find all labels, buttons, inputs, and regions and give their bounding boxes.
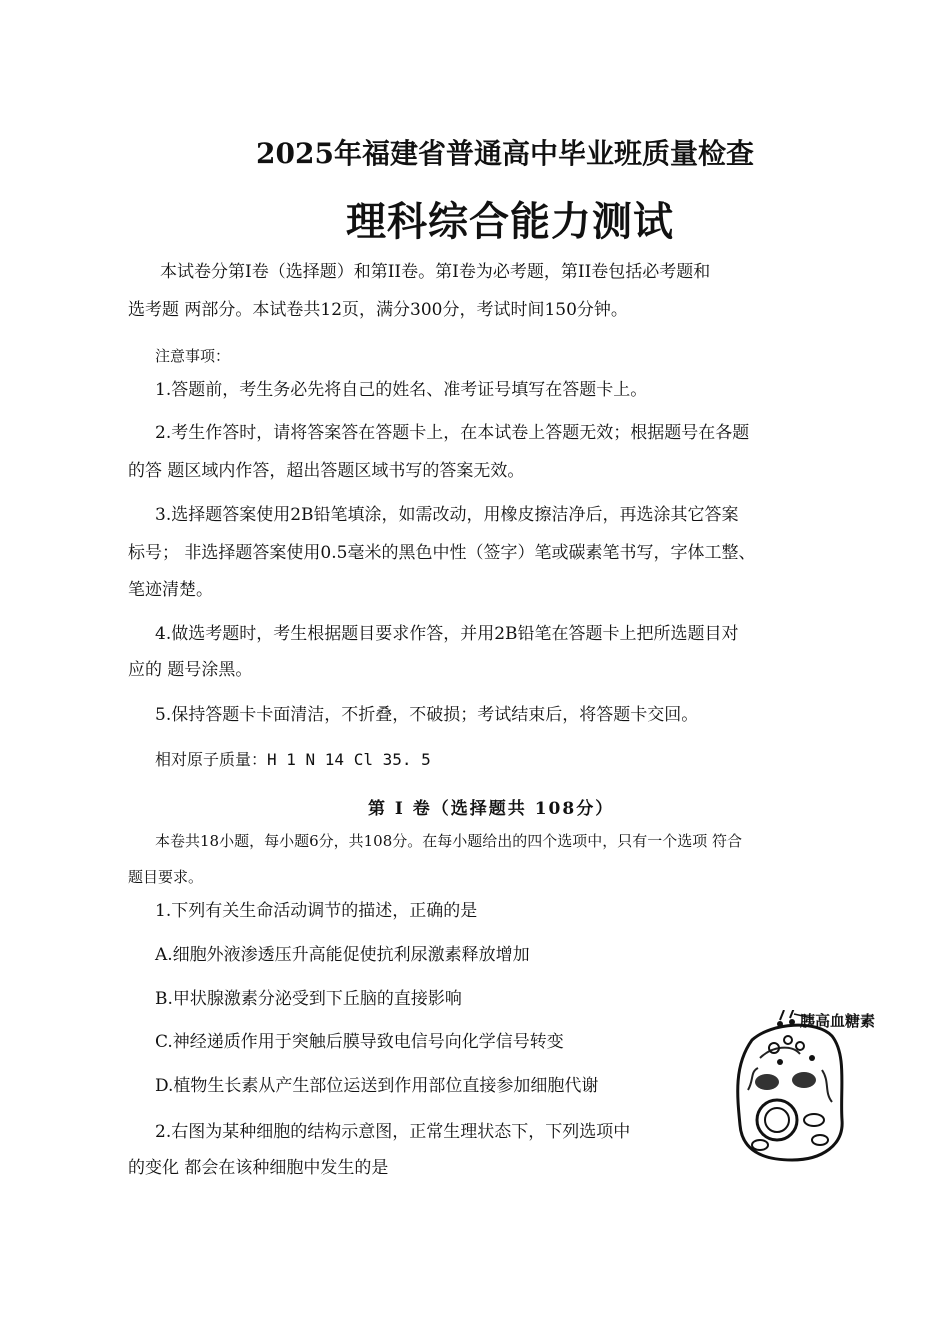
exam-subject-title: 理科综合能力测试 bbox=[346, 198, 674, 245]
notice-item-2-line-2: 的答 题区域内作答，超出答题区域书写的答案无效。 bbox=[128, 461, 525, 481]
section-1-desc-line-2: 题目要求。 bbox=[128, 868, 204, 886]
exam-title: 2025年福建省普通高中毕业班质量检查 bbox=[256, 137, 754, 170]
mitochondrion bbox=[804, 1114, 824, 1126]
notice-item-3-line-2: 标号； 非选择题答案使用0.5毫米的黑色中性（签字）笔或碳素笔书写，字体工整、 bbox=[128, 543, 756, 563]
question-1-option-a: A.细胞外液渗透压升高能促使抗利尿激素释放增加 bbox=[155, 945, 530, 965]
er-fold-3 bbox=[822, 1070, 832, 1102]
intro-line-2: 选考题 两部分。本试卷共12页，满分300分，考试时间150分钟。 bbox=[128, 300, 628, 320]
figure-label-glucagon: 胰高血糖素 bbox=[800, 1012, 876, 1030]
vesicle bbox=[796, 1042, 804, 1050]
question-1-option-c: C.神经递质作用于突触后膜导致电信号向化学信号转变 bbox=[155, 1032, 564, 1052]
notice-heading: 注意事项： bbox=[155, 347, 231, 365]
intro-line-1: 本试卷分第Ⅰ卷（选择题）和第II卷。第Ⅰ卷为必考题，第II卷包括必考题和 bbox=[160, 262, 711, 282]
er-fold bbox=[760, 1048, 800, 1058]
notice-item-5: 5.保持答题卡卡面清洁，不折叠，不破损；考试结束后，将答题卡交回。 bbox=[155, 705, 699, 725]
secretion-arrow bbox=[780, 1010, 784, 1020]
notice-item-3-line-3: 笔迹清楚。 bbox=[128, 580, 213, 600]
atomic-mass-line: 相对原子质量：H 1 N 14 Cl 35. 5 bbox=[155, 750, 431, 769]
section-1-desc-line-1: 本卷共18小题，每小题6分，共108分。在每小题给出的四个选项中，只有一个选项 符合 bbox=[155, 832, 743, 850]
section-1-heading: 第 I 卷（选择题共 108分） bbox=[368, 799, 615, 819]
granule bbox=[777, 1059, 783, 1065]
vesicle bbox=[784, 1036, 792, 1044]
golgi-apparatus bbox=[792, 1072, 816, 1088]
granule bbox=[809, 1055, 815, 1061]
notice-item-2-line-1: 2.考生作答时，请将答案答在答题卡上，在本试卷上答题无效；根据题号在各题 bbox=[155, 423, 750, 443]
question-1-option-b: B.甲状腺激素分泌受到下丘脑的直接影响 bbox=[155, 989, 462, 1009]
question-2-stem-line-1: 2.右图为某种细胞的结构示意图，正常生理状态下，下列选项中 bbox=[155, 1122, 631, 1142]
question-2-stem-line-2: 的变化 都会在该种细胞中发生的是 bbox=[128, 1158, 389, 1178]
question-1-option-d: D.植物生长素从产生部位运送到作用部位直接参加细胞代谢 bbox=[155, 1076, 599, 1096]
notice-item-4-line-2: 应的 题号涂黑。 bbox=[128, 660, 253, 680]
cell-structure-figure bbox=[722, 1010, 882, 1170]
cell-diagram bbox=[722, 1010, 882, 1170]
mitochondrion bbox=[812, 1135, 828, 1145]
secreted-granule bbox=[789, 1019, 795, 1025]
notice-item-1: 1.答题前，考生务必先将自己的姓名、准考证号填写在答题卡上。 bbox=[155, 380, 648, 400]
question-1-stem: 1.下列有关生命活动调节的描述，正确的是 bbox=[155, 901, 478, 921]
nucleolus bbox=[765, 1108, 789, 1132]
cell-membrane bbox=[738, 1025, 842, 1160]
notice-item-4-line-1: 4.做选考题时，考生根据题目要求作答，并用2B铅笔在答题卡上把所选题目对 bbox=[155, 624, 739, 644]
secretion-arrow bbox=[790, 1010, 794, 1018]
nucleus bbox=[757, 1100, 797, 1140]
notice-item-3-line-1: 3.选择题答案使用2B铅笔填涂，如需改动，用橡皮擦洁净后，再选涂其它答案 bbox=[155, 505, 739, 525]
mitochondrion bbox=[752, 1140, 768, 1150]
golgi-apparatus bbox=[755, 1074, 779, 1090]
secreted-granule bbox=[777, 1021, 783, 1027]
